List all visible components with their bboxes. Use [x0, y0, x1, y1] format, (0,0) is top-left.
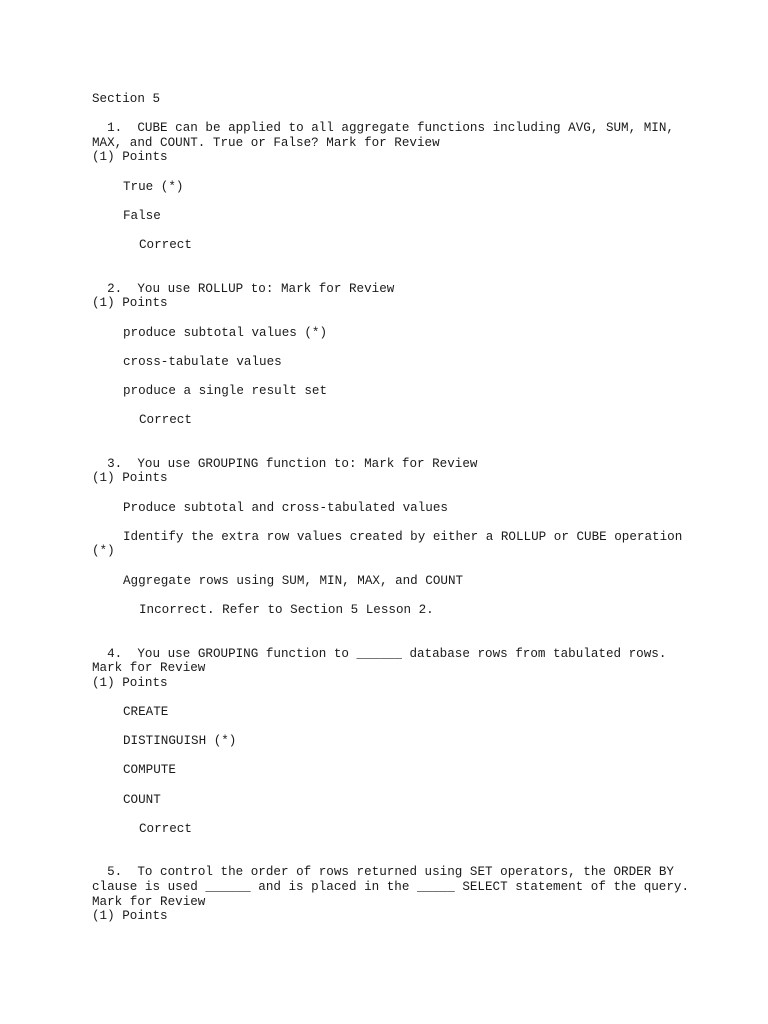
question-stem	[92, 865, 697, 909]
question-number: 1.	[107, 121, 123, 136]
question-1	[92, 121, 692, 252]
points-label: (1) Points	[92, 909, 168, 924]
question-text: CUBE can be applied to all aggregate functions including AVG, SUM, MIN, MAX, and COUNT. True or False? Mark for Review	[92, 121, 682, 150]
question-stem	[92, 282, 692, 297]
question-stem	[92, 457, 692, 472]
points-label: (1) Points	[92, 150, 168, 165]
feedback-text: Incorrect. Refer to Section 5 Lesson 2.	[139, 602, 434, 617]
answer-option[interactable]: cross-tabulate values	[123, 354, 282, 369]
answer-option[interactable]: Identify the extra row values created by either a ROLLUP or CUBE operation (*)	[92, 529, 690, 559]
question-text: You use GROUPING function to ______ database rows from tabulated rows. Mark for Review	[92, 646, 674, 676]
section-title: Section 5	[92, 92, 161, 106]
question-3	[92, 457, 692, 618]
quiz-document	[92, 92, 697, 938]
question-stem	[92, 121, 692, 150]
question-5	[92, 865, 697, 924]
question-2	[92, 282, 692, 428]
answer-option[interactable]: Produce subtotal and cross-tabulated values	[123, 500, 448, 515]
answer-option[interactable]: Aggregate rows using SUM, MIN, MAX, and COUNT	[123, 573, 464, 588]
points-label: (1) Points	[92, 296, 168, 311]
answer-option[interactable]: COUNT	[123, 792, 161, 807]
question-number: 5.	[107, 865, 123, 880]
question-text: You use GROUPING function to: Mark for Review	[137, 456, 478, 471]
feedback-text: Correct	[139, 413, 192, 428]
question-stem	[92, 647, 692, 676]
answer-option[interactable]: CREATE	[123, 704, 169, 719]
answer-option[interactable]: COMPUTE	[123, 763, 176, 778]
question-number: 3.	[107, 456, 123, 471]
question-text: You use ROLLUP to: Mark for Review	[137, 281, 395, 296]
points-label: (1) Points	[92, 471, 168, 486]
question-number: 4.	[107, 646, 123, 661]
question-text: To control the order of rows returned using SET operators, the ORDER BY clause is used ______ and is placed in the _____ SELECT statement of the query. Mark for Review	[92, 865, 697, 909]
question-number: 2.	[107, 281, 123, 296]
question-4	[92, 647, 692, 837]
answer-option[interactable]: DISTINGUISH (*)	[123, 734, 237, 749]
answer-option[interactable]: produce a single result set	[123, 383, 328, 398]
answer-option[interactable]: True (*)	[123, 179, 184, 194]
feedback-text: Correct	[139, 237, 192, 252]
answer-option[interactable]: produce subtotal values (*)	[123, 325, 328, 340]
points-label: (1) Points	[92, 675, 168, 690]
answer-option[interactable]: False	[123, 208, 161, 223]
feedback-text: Correct	[139, 821, 192, 836]
